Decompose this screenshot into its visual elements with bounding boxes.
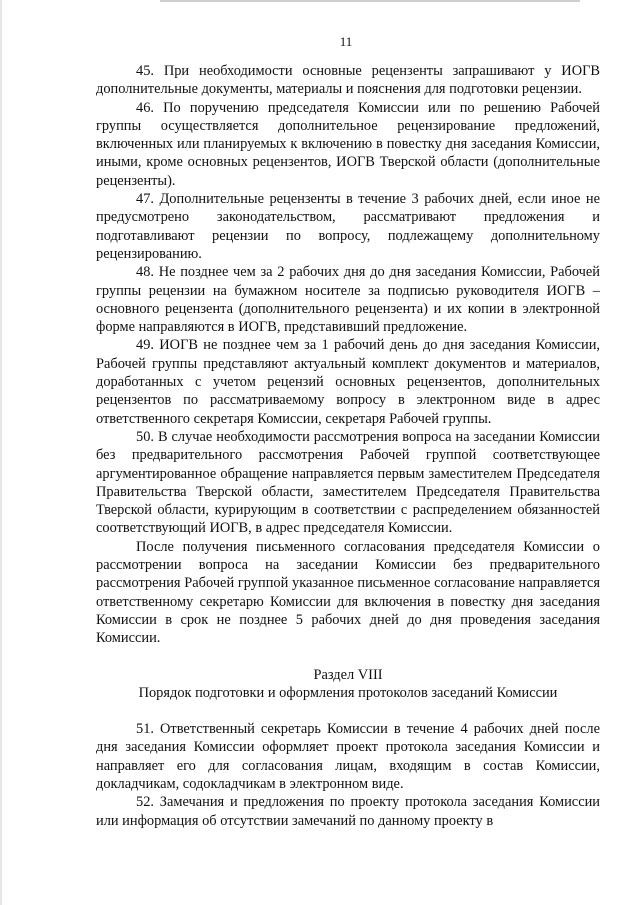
spacer [96, 648, 600, 666]
paragraph-46: 46. По поручению председателя Комиссии или по решению Рабочей группы осуществляется дополнительное рецензирование предложений, включенных или планируемых к включению в повестку дня заседания Комиссии, иными, кроме основных рецензентов, ИОГВ Тверской области (дополнительные рецензенты). [96, 99, 600, 189]
paragraph-52: 52. Замечания и предложения по проекту протокола заседания Комиссии или информация об отсутствии замечаний по данному проекту в [96, 794, 600, 829]
scan-edge-left [0, 0, 2, 905]
document-body [96, 62, 600, 830]
paragraph-45: 45. При необходимости основные рецензенты запрашивают у ИОГВ дополнительные документы, материалы и пояснения для подготовки рецензии. [96, 63, 600, 98]
paragraph-48: 48. Не позднее чем за 2 рабочих дня до дня заседания Комиссии, Рабочей группы рецензии на бумажном носителе за подписью руководителя ИОГВ – основного рецензента (дополнительного рецензента) и их копии в электронной форме направляются в ИОГВ, представивший предложение. [96, 264, 600, 336]
paragraph-50: 50. В случае необходимости рассмотрения вопроса на заседании Комиссии без предварительного рассмотрения Рабочей группой соответствующее аргументированное обращение направляется первым заместителем Председателя Правительства Тверской области, заместителем Председателя Правительства Тверской области, курирующим в соответствии с распределением обязанностей соответствующий ИОГВ, в адрес председателя Комиссии. [96, 428, 600, 537]
page-number: 11 [339, 34, 353, 49]
paragraph-51: 51. Ответственный секретарь Комиссии в течение 4 рабочих дней после дня заседания Комиссии оформляет проект протокола заседания Комиссии и направляет его для согласования лицам, входящим в состав Комиссии, докладчикам, содокладчикам в электронном виде. [96, 721, 600, 792]
section-title: Порядок подготовки и оформления протоколов заседаний Комиссии [138, 684, 558, 701]
scan-edge-top [160, 0, 580, 2]
paragraph-47: 47. Дополнительные рецензенты в течение 3 рабочих дней, если иное не предусмотрено законодательством, рассматривают предложения и подготавливают рецензии по вопросу, подлежащему дополнительному рецензированию. [96, 191, 600, 262]
spacer [96, 702, 600, 720]
paragraph-50-continuation: После получения письменного согласования председателя Комиссии о рассмотрении вопроса на заседании Комиссии без предварительного рассмотрения Рабочей группой указанное письменное согласование направляется ответственному секретарю Комиссии для включения в повестку дня заседания Комиссии в срок не позднее 5 рабочих дней до дня проведения заседания Комиссии. [96, 538, 600, 647]
paragraph-49: 49. ИОГВ не позднее чем за 1 рабочий день до дня заседания Комиссии, Рабочей группы представляют актуальный комплект документов и материалов, доработанных с учетом рецензий основных рецензентов, дополнительных рецензентов по рассматриваемому вопросу в электронном виде в адрес ответственного секретаря Комиссии, секретаря Рабочей группы. [96, 337, 600, 427]
section-label: Раздел VIII [313, 666, 383, 683]
